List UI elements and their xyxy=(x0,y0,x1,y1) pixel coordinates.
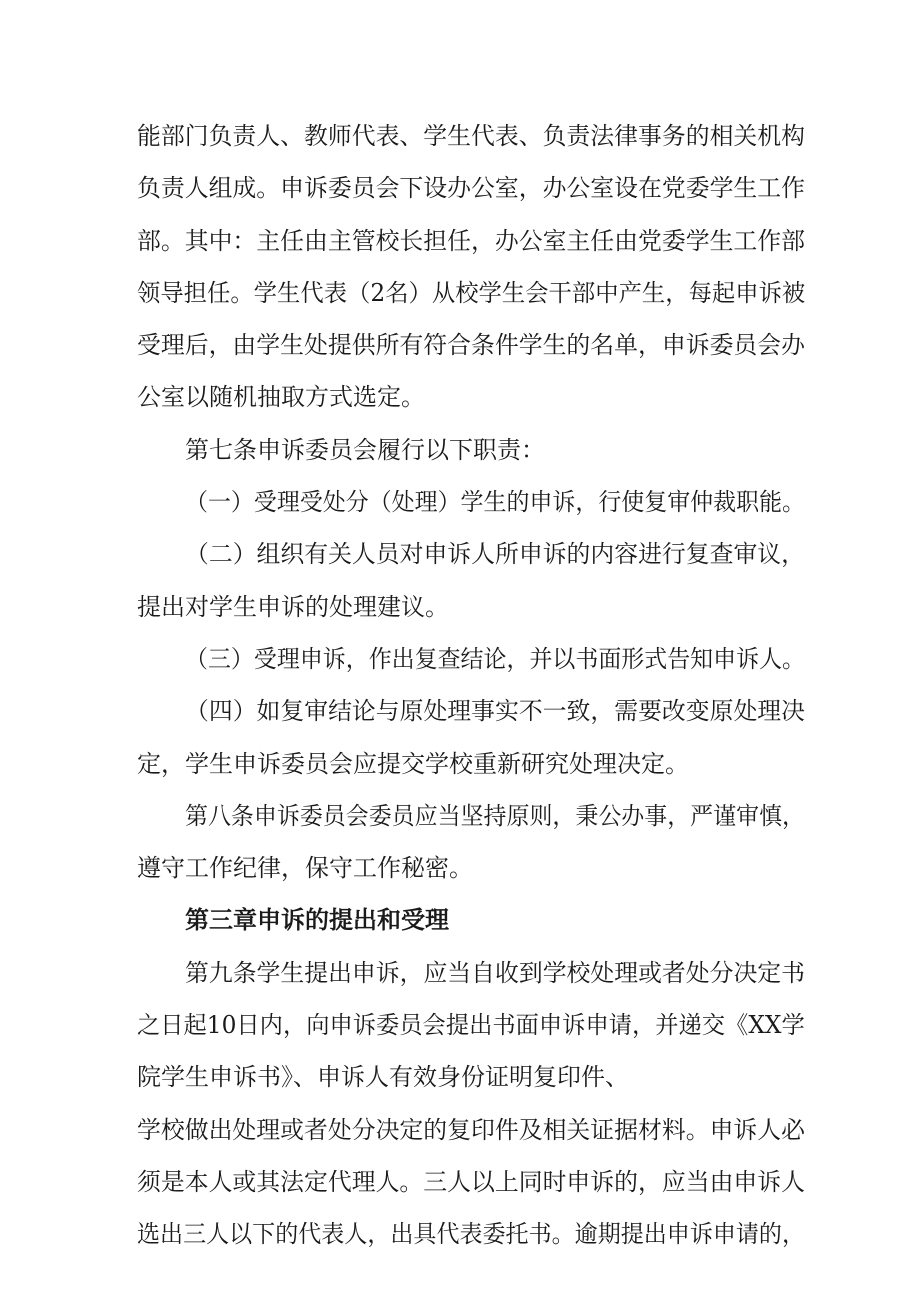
body-line: 院学生申诉书》、申诉人有效身份证明复印件、 xyxy=(137,1063,629,1092)
body-line: 之日起10日内，向申诉委员会提出书面申诉申请，并递交《XX学 xyxy=(137,1011,805,1040)
body-line: 公室以随机抽取方式选定。 xyxy=(137,383,425,412)
article-7-item-4: （四）如复审结论与原处理事实不一致，需要改变原处理决 xyxy=(185,697,805,726)
body-line: 选出三人以下的代表人，出具代表委托书。逾期提出申诉申请的， xyxy=(137,1220,805,1249)
body-line: 提出对学生申诉的处理建议。 xyxy=(137,592,449,621)
article-7-item-1: （一）受理受处分（处理）学生的申诉，行使复审仲裁职能。 xyxy=(185,488,805,517)
body-line: 能部门负责人、教师代表、学生代表、负责法律事务的相关机构 xyxy=(137,122,805,150)
body-line: 须是本人或其法定代理人。三人以上同时申诉的，应当由申诉人 xyxy=(137,1167,805,1196)
article-9: 第九条学生提出申诉，应当自收到学校处理或者处分决定书 xyxy=(185,958,805,987)
body-line: 负责人组成。申诉委员会下设办公室，办公室设在党委学生工作 xyxy=(137,174,805,203)
body-line: 遵守工作纪律，保守工作秘密。 xyxy=(137,854,473,883)
chapter-3-title: 第三章申诉的提出和受理 xyxy=(185,906,449,935)
body-line: 学校做出处理或者处分决定的复印件及相关证据材料。申诉人必 xyxy=(137,1115,805,1144)
article-7-item-2: （二）组织有关人员对申诉人所申诉的内容进行复查审议， xyxy=(185,540,805,569)
article-7-item-3: （三）受理申诉，作出复查结论，并以书面形式告知申诉人。 xyxy=(185,644,805,673)
article-7-heading: 第七条申诉委员会履行以下职责： xyxy=(185,435,545,464)
article-8: 第八条申诉委员会委员应当坚持原则，秉公办事，严谨审慎， xyxy=(185,801,805,830)
document-body xyxy=(137,110,805,1261)
body-line: 定，学生申诉委员会应提交学校重新研究处理决定。 xyxy=(137,749,689,778)
body-line: 部。其中：主任由主管校长担任，办公室主任由党委学生工作部 xyxy=(137,226,805,255)
body-line: 领导担任。学生代表（2名）从校学生会干部中产生，每起申诉被 xyxy=(137,278,806,307)
body-line: 受理后，由学生处提供所有符合条件学生的名单，申诉委员会办 xyxy=(137,331,805,360)
